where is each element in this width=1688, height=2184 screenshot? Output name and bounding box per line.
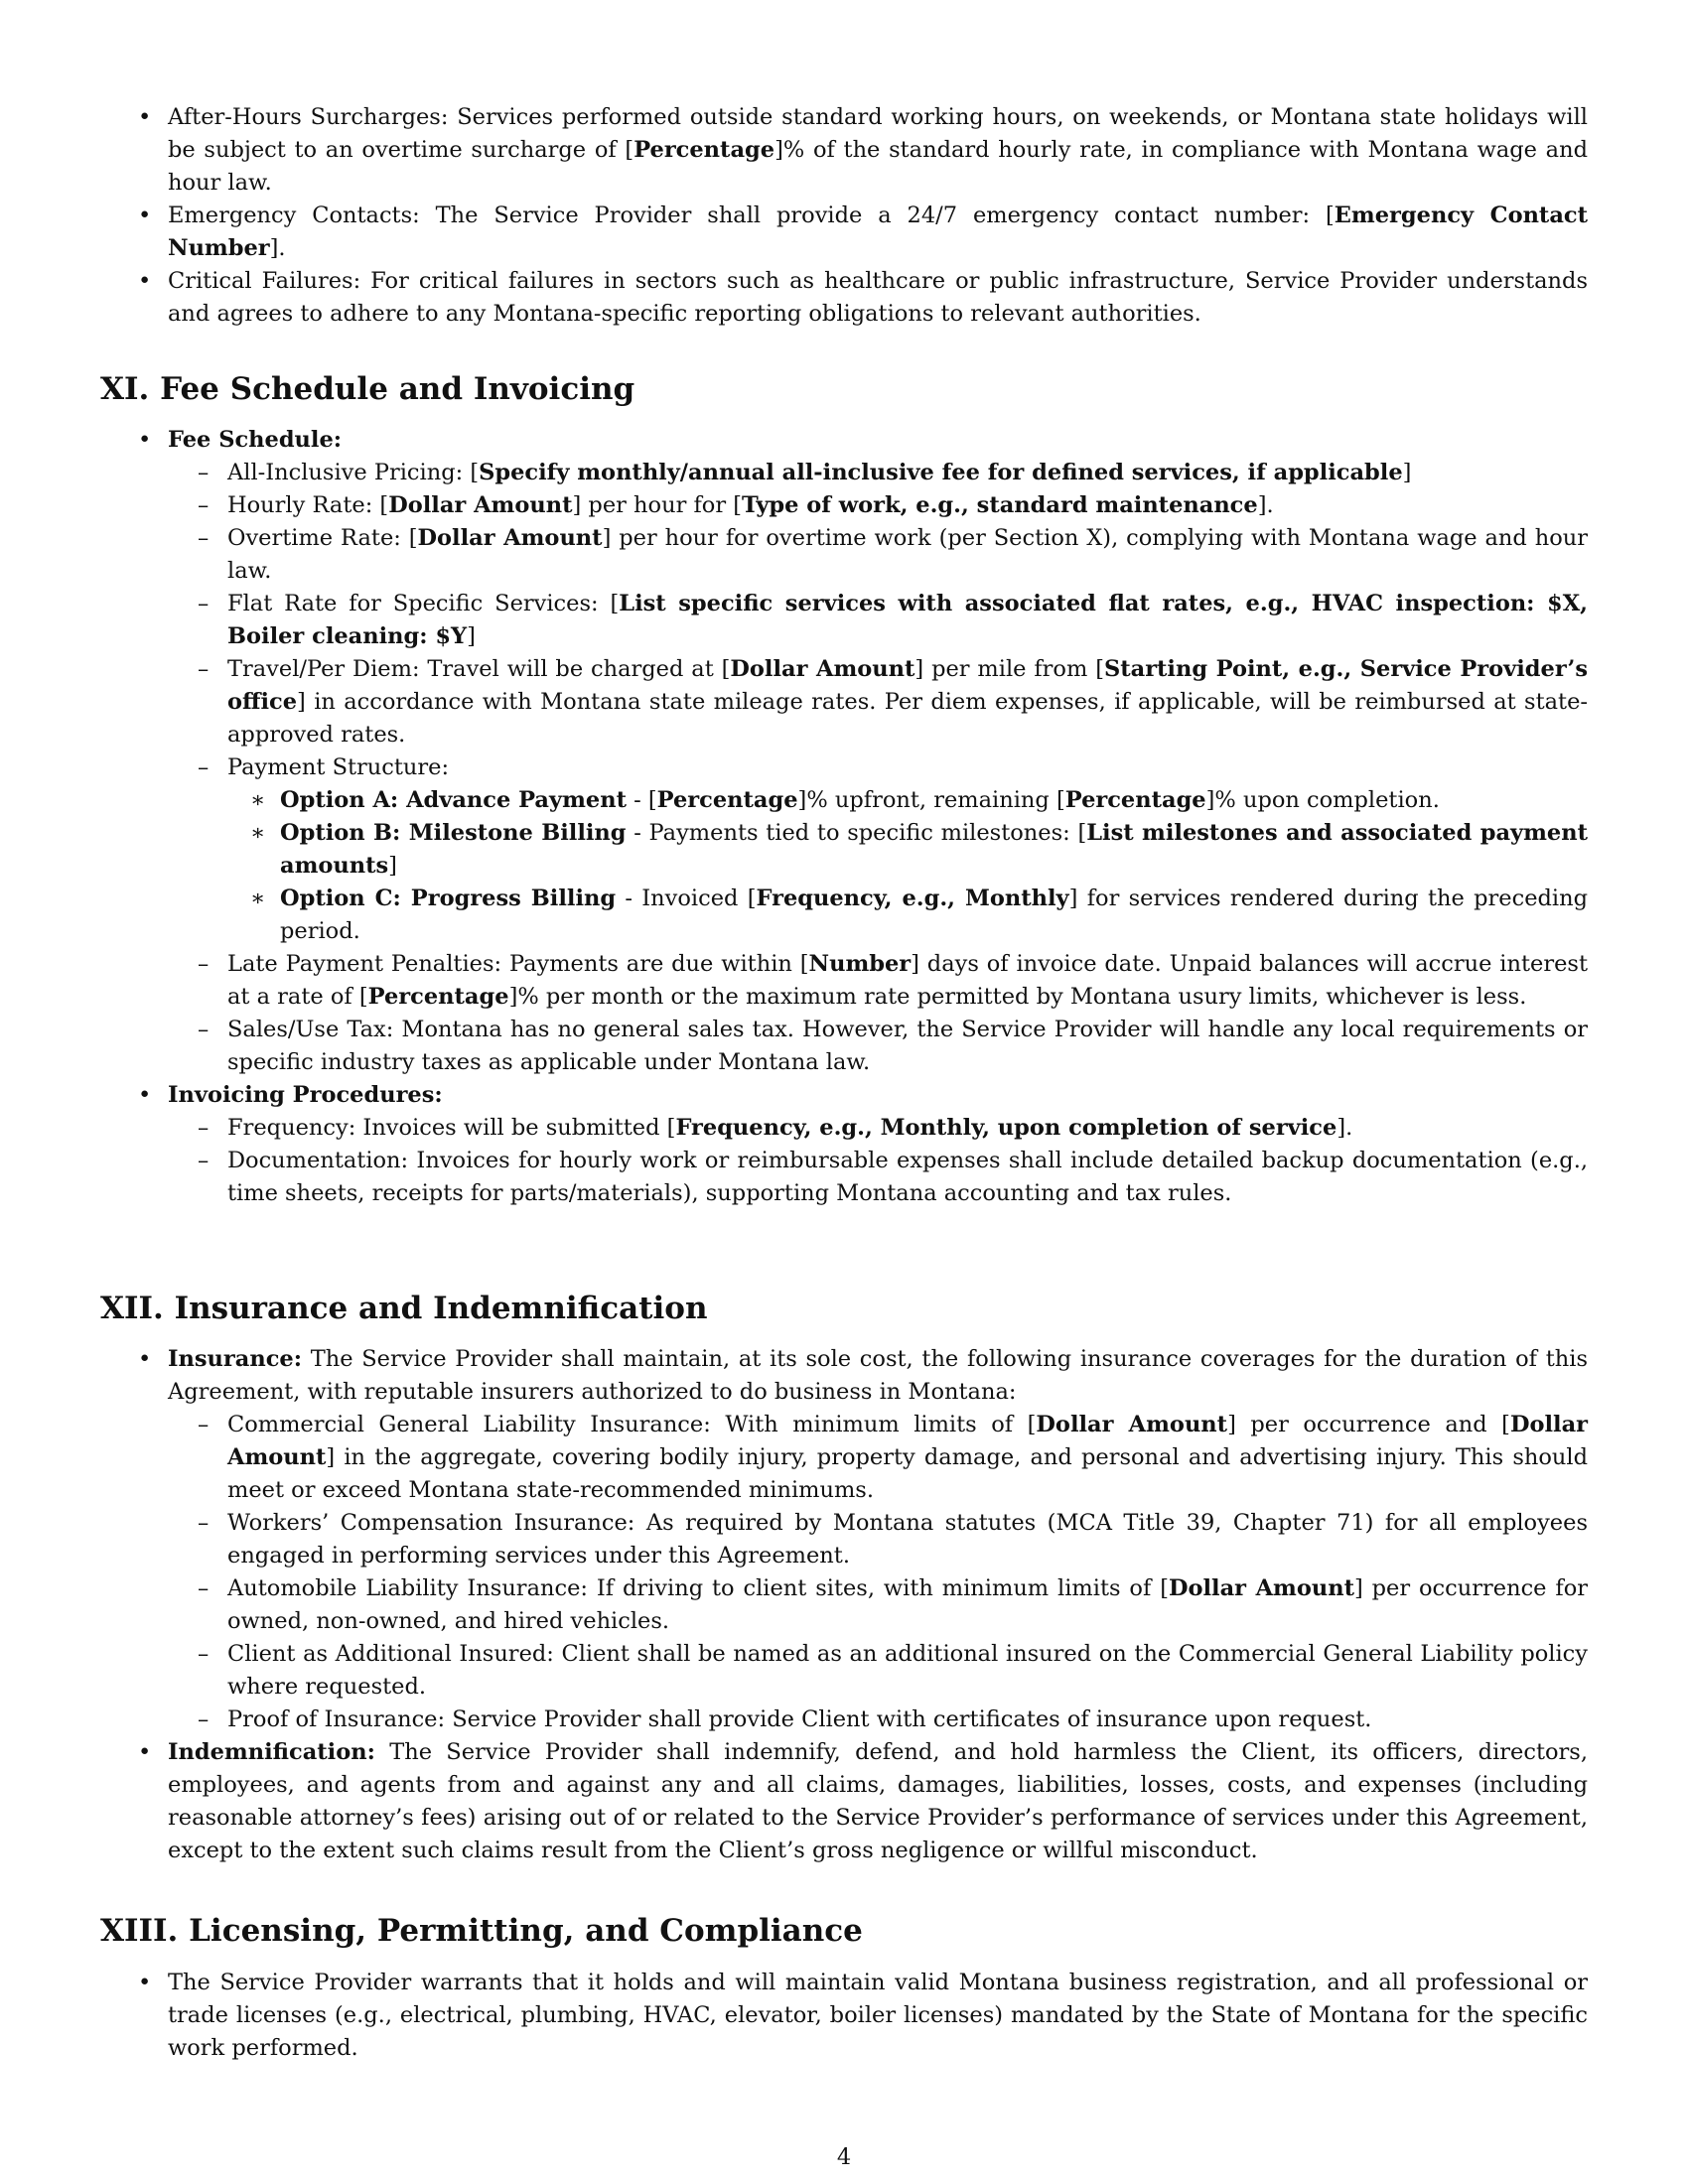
list-item: – All-Inclusive Pricing: [Specify monthly/annual all-inclusive fee for defined services, if applicable] (100, 457, 1588, 489)
dash-icon: – (198, 525, 210, 551)
list-item: – Documentation: Invoices for hourly work or reimbursable expenses shall include detailed backup documentation (e.g., time sheets, receipts for parts/materials), supporting Montana accounting and tax rules. (100, 1145, 1588, 1210)
list-item: – Travel/Per Diem: Travel will be charged at [Dollar Amount] per mile from [Starting Point, e.g., Service Provider’s office] in accordance with Montana state mileage rates. Per diem expenses, if applicable, will be reimbursed at state-approved rates. (100, 653, 1588, 751)
dash-icon: – (198, 656, 210, 682)
dash-icon: – (198, 951, 210, 977)
bullet-icon: • (138, 427, 152, 453)
list-item: – Payment Structure: (100, 751, 1588, 784)
bullet-icon: • (138, 268, 152, 294)
list-item: • Critical Failures: For critical failures in sectors such as healthcare or public infrastructure, Service Provider understands and agrees to adhere to any Montana-specific reporting obligations to relevant authorities. (100, 265, 1588, 331)
dash-icon: – (198, 1510, 210, 1536)
dash-icon: – (198, 1412, 210, 1437)
bullet-icon: • (138, 1346, 152, 1372)
dash-icon: – (198, 1575, 210, 1601)
asterisk-icon: ∗ (250, 820, 266, 846)
bullet-icon: • (138, 1970, 152, 1995)
dash-icon: – (198, 1706, 210, 1732)
section-xii-body (100, 1343, 1588, 1867)
list-item: – Commercial General Liability Insurance: With minimum limits of [Dollar Amount] per occurrence and [Dollar Amount] in the aggregate, covering bodily injury, property damage, and personal and advertising injury. This should meet or exceed Montana state-recommended minimums. (100, 1409, 1588, 1507)
list-item: • Fee Schedule: (100, 424, 1588, 457)
section-xiii-body (100, 1967, 1588, 2065)
dash-icon: – (198, 1017, 210, 1042)
section-xi-body (100, 424, 1588, 1210)
list-item: • Invoicing Procedures: (100, 1079, 1588, 1112)
list-item: – Frequency: Invoices will be submitted [Frequency, e.g., Monthly, upon completion of service]. (100, 1112, 1588, 1145)
list-item: • Emergency Contacts: The Service Provider shall provide a 24/7 emergency contact number: [Emergency Contact Number]. (100, 200, 1588, 265)
list-item: ∗ Option B: Milestone Billing - Payments tied to specific milestones: [List milestones and associated payment amounts] (100, 817, 1588, 883)
list-item: – Automobile Liability Insurance: If driving to client sites, with minimum limits of [Dollar Amount] per occurrence for owned, non-owned, and hired vehicles. (100, 1572, 1588, 1638)
bullet-icon: • (138, 1082, 152, 1108)
list-item: – Proof of Insurance: Service Provider shall provide Client with certificates of insurance upon request. (100, 1704, 1588, 1736)
list-item: • The Service Provider warrants that it holds and will maintain valid Montana business registration, and all professional or trade licenses (e.g., electrical, plumbing, HVAC, elevator, boiler licenses) mandated by the State of Montana for the specific work performed. (100, 1967, 1588, 2065)
dash-icon: – (198, 460, 210, 485)
dash-icon: – (198, 591, 210, 616)
dash-icon: – (198, 754, 210, 780)
asterisk-icon: ∗ (250, 787, 266, 813)
list-item: – Hourly Rate: [Dollar Amount] per hour for [Type of work, e.g., standard maintenance]. (100, 489, 1588, 522)
list-item: • Indemnification: The Service Provider shall indemnify, defend, and hold harmless the Client, its officers, directors, employees, and agents from and against any and all claims, damages, liabilities, losses, costs, and expenses (including reasonable attorney’s fees) arising out of or related to the Service Provider’s performance of services under this Agreement, except to the extent such claims result from the Client’s gross negligence or willful misconduct. (100, 1736, 1588, 1867)
asterisk-icon: ∗ (250, 886, 266, 911)
section-heading-xii: XII. Insurance and Indemnification (100, 1291, 708, 1326)
list-item: ∗ Option A: Advance Payment - [Percentage]% upfront, remaining [Percentage]% upon completion. (100, 784, 1588, 817)
list-item: – Flat Rate for Specific Services: [List specific services with associated flat rates, e.g., HVAC inspection: $X, Boiler cleaning: $Y] (100, 588, 1588, 653)
list-item: – Client as Additional Insured: Client shall be named as an additional insured on the Commercial General Liability policy where requested. (100, 1638, 1588, 1704)
page-number: 4 (836, 2144, 852, 2170)
dash-icon: – (198, 1148, 210, 1173)
dash-icon: – (198, 1641, 210, 1667)
list-item: • After-Hours Surcharges: Services performed outside standard working hours, on weekends, or Montana state holidays will be subject to an overtime surcharge of [Percentage]% of the standard hourly rate, in compliance with Montana wage and hour law. (100, 101, 1588, 200)
dash-icon: – (198, 492, 210, 518)
list-item: – Overtime Rate: [Dollar Amount] per hour for overtime work (per Section X), complying with Montana wage and hour law. (100, 522, 1588, 588)
section-heading-xi: XI. Fee Schedule and Invoicing (100, 371, 635, 407)
list-item: – Sales/Use Tax: Montana has no general sales tax. However, the Service Provider will handle any local requirements or specific industry taxes as applicable under Montana law. (100, 1014, 1588, 1079)
bullet-icon: • (138, 203, 152, 228)
list-item: – Late Payment Penalties: Payments are due within [Number] days of invoice date. Unpaid balances will accrue interest at a rate of [Percentage]% per month or the maximum rate permitted by Montana usury limits, whichever is less. (100, 948, 1588, 1014)
section-x-tail (100, 101, 1588, 331)
bullet-icon: • (138, 1739, 152, 1765)
list-item: – Workers’ Compensation Insurance: As required by Montana statutes (MCA Title 39, Chapter 71) for all employees engaged in performing services under this Agreement. (100, 1507, 1588, 1572)
bullet-icon: • (138, 104, 152, 130)
list-item: ∗ Option C: Progress Billing - Invoiced [Frequency, e.g., Monthly] for services rendered during the preceding period. (100, 883, 1588, 948)
dash-icon: – (198, 1115, 210, 1141)
section-heading-xiii: XIII. Licensing, Permitting, and Compliance (100, 1913, 863, 1949)
list-item: • Insurance: The Service Provider shall maintain, at its sole cost, the following insurance coverages for the duration of this Agreement, with reputable insurers authorized to do business in Montana: (100, 1343, 1588, 1409)
